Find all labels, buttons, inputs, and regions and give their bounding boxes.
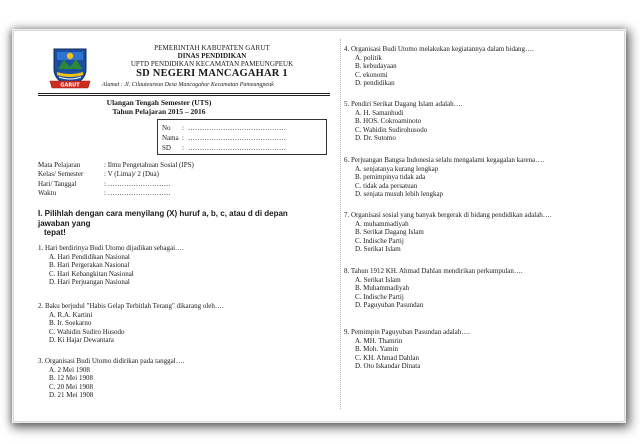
option-c: C. ekonomi <box>355 70 388 79</box>
identity-separator: : <box>182 144 184 152</box>
identity-separator: : <box>182 124 184 132</box>
column-divider <box>340 39 341 409</box>
question-7 <box>344 211 624 254</box>
option-b: B. HOS. Cokroaminoto <box>355 117 422 126</box>
option-a: A. MH. Thamrin <box>355 337 403 345</box>
identity-row-school <box>162 143 326 153</box>
option-a: A. 2 Mei 1908 <box>49 366 90 374</box>
question-2 <box>38 302 318 345</box>
question-text: 5. Pendiri Serikat Dagang Islam adalah…. <box>344 100 463 108</box>
option-b: B. Muhammadiyah <box>355 284 410 293</box>
meta-label: Hari/ Tanggal <box>38 179 77 188</box>
option-d: D. Hari Perjuangan Nasional <box>49 278 130 287</box>
question-text: 7. Organisasi sosial yang banyak bergerak di bidang pendidikan adalah…. <box>344 211 552 219</box>
option-d: D. 21 Mei 1908 <box>49 391 94 400</box>
option-c: C. KH. Ahmad Dahlan <box>355 353 419 362</box>
option-d: D. Oto Iskandar Dinata <box>355 362 421 371</box>
question-5 <box>344 100 624 143</box>
letterhead <box>94 45 330 88</box>
right-question-column <box>344 211 624 254</box>
question-4 <box>344 45 624 88</box>
school-address: Alamat : Jl. Cilauteureun Desa Mancagahar Kecamatan Pameungpeuk <box>102 81 274 88</box>
identity-separator: : <box>182 134 184 142</box>
meta-row-class <box>38 170 328 179</box>
question-text: 4. Organisasi Budi Utomo melakukan kegiatannya dalam bidang…. <box>344 45 534 53</box>
option-c: C. Wahidin Sudirohusodo <box>355 125 428 134</box>
letterhead-rule <box>38 93 330 94</box>
instruction <box>38 209 330 238</box>
question-text: 2. Baku berjudul "Habis Gelap Terbitlah Terang" dikarang oleh…. <box>38 302 224 310</box>
meta-row-date <box>38 180 328 189</box>
option-b: B. Ir. Soekarno <box>49 319 92 328</box>
exam-sheet <box>13 30 625 422</box>
option-a: A. muhammadiyah <box>355 220 409 228</box>
question-3 <box>38 357 318 400</box>
option-d: D. Ki Hajar Dewantara <box>49 336 114 345</box>
meta-label: Kelas/ Semester <box>38 170 84 179</box>
question-text: 3. Organisasi Budi Utomo didirikan pada tanggal…. <box>38 357 185 365</box>
identity-blank: …………………………………… <box>188 144 286 152</box>
option-d: D. Paguyuban Pasundan <box>355 301 424 310</box>
instruction-line: tepat! <box>44 228 66 237</box>
option-b: B. Hari Pergerakan Nasional <box>49 261 130 270</box>
exam-year: Tahun Pelajaran 2015 – 2016 <box>112 106 206 116</box>
garut-regency-logo <box>48 45 92 89</box>
right-question-column <box>344 328 624 371</box>
logo-ribbon-text: GARUT <box>60 82 80 89</box>
option-a: A. senjatanya kurang lengkap <box>355 165 439 173</box>
meta-row-time <box>38 189 328 198</box>
option-a: A. R.A. Kartini <box>49 311 93 319</box>
identity-blank: …………………………………… <box>188 134 286 142</box>
option-c: C. tidak ada persatuan <box>355 181 418 190</box>
option-b: B. pemimpinya tidak ada <box>355 173 426 182</box>
option-c: C. Wahidin Sudiro Husodo <box>49 327 125 336</box>
meta-value: : V (Lima)/ 2 (Dua) <box>104 170 159 179</box>
identity-blank: …………………………………… <box>188 124 286 132</box>
right-question-column <box>344 156 624 199</box>
school-name: SD NEGERI MANCAGAHAR 1 <box>136 68 288 79</box>
option-c: C. Hari Kebangkitan Nasional <box>49 269 134 278</box>
identity-label: Nama <box>162 134 179 142</box>
identity-row-name <box>162 133 326 143</box>
letterhead-rule-thin <box>38 95 330 96</box>
meta-value: : ……………………… <box>104 189 171 198</box>
option-d: D. Dr. Sutomo <box>355 134 396 143</box>
letterhead-department: DINAS PENDIDIKAN <box>177 52 247 60</box>
right-question-column <box>344 267 624 310</box>
option-b: B. 12 Mei 1908 <box>49 374 93 383</box>
option-c: C. 20 Mei 1908 <box>49 382 93 391</box>
left-question-column <box>38 357 318 400</box>
question-8 <box>344 267 624 310</box>
instruction-line: I. Pilihlah dengan cara menyilang (X) huruf a, b, c, atau d di depan <box>38 209 288 218</box>
right-question-column <box>344 45 624 88</box>
question-6 <box>344 156 624 199</box>
meta-value: : Ilmu Pengetahuan Sosial (IPS) <box>104 161 194 169</box>
student-identity-box <box>157 119 327 155</box>
question-text: 1. Hari berdirinya Budi Utomo dijadikan sebagai…. <box>38 244 184 252</box>
question-text: 9. Pemimpin Paguyuban Pasundan adalah…. <box>344 328 470 336</box>
right-question-column <box>344 100 624 143</box>
option-a: A. Serikat Islam <box>355 276 401 284</box>
option-c: C. Indische Partij <box>355 236 404 245</box>
question-9 <box>344 328 624 371</box>
meta-value: : ……………………… <box>104 179 171 188</box>
question-text: 6. Perjuangan Bangsa Indonesia selalu mengalami kegagalan karena…. <box>344 156 545 164</box>
option-a: A. H. Samanhudi <box>355 109 404 117</box>
option-d: D. Serikat Islam <box>355 245 401 254</box>
exam-title <box>84 99 234 116</box>
left-question-column <box>38 244 318 287</box>
option-b: B. Serikat Dagang Islam <box>355 228 424 237</box>
instruction-line: jawaban yang <box>38 218 91 228</box>
option-d: D. senjata musuh lebih lengkap <box>355 190 444 199</box>
meta-label: Mata Pelajaran <box>38 161 81 169</box>
meta-label: Waktu <box>38 189 57 198</box>
exam-name: Ulangan Tengah Semester (UTS) <box>106 98 212 107</box>
question-1 <box>38 244 318 287</box>
identity-label: SD <box>162 144 171 152</box>
meta-row-subject <box>38 161 328 170</box>
letterhead-office: UPTD PENDIDIKAN KECAMATAN PAMEUNGPEUK <box>130 60 294 68</box>
left-question-column <box>38 302 318 345</box>
identity-label: No <box>162 124 171 132</box>
option-b: B. Moh. Yamin <box>355 345 398 354</box>
option-b: B. kebudayaan <box>355 62 397 71</box>
question-text: 8. Tahun 1912 KH. Ahmad Dahlan mendirikan perkumpulan…. <box>344 267 523 275</box>
exam-meta <box>38 161 328 199</box>
letterhead-government: PEMERINTAH KABUPATEN GARUT <box>154 44 270 52</box>
option-d: D. pendidikan <box>355 79 395 88</box>
option-a: A. Hari Pendidikan Nasional <box>49 253 130 261</box>
option-c: C. Indische Partij <box>355 292 404 301</box>
option-a: A. politik <box>355 54 382 62</box>
identity-row-number <box>162 123 326 133</box>
